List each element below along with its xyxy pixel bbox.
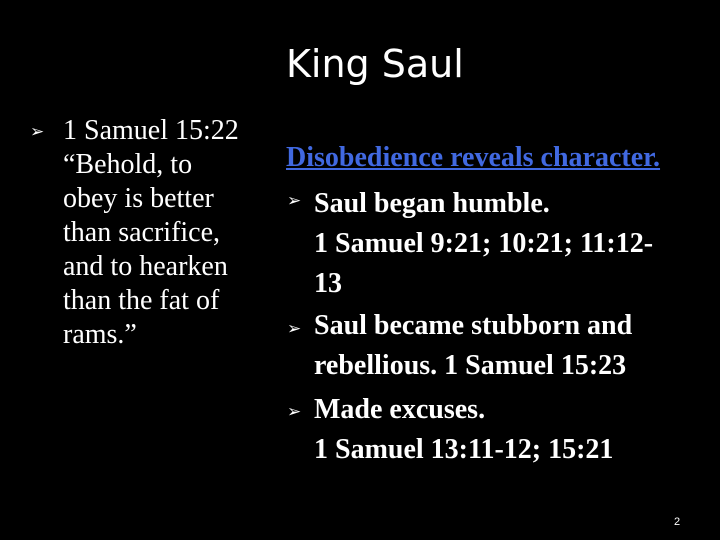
right-item-line: Saul began humble. (314, 188, 550, 219)
right-item (314, 390, 714, 470)
left-line: obey is better (63, 183, 214, 214)
left-line: rams.” (63, 319, 137, 350)
right-item-line: 1 Samuel 9:21; 10:21; 11:12- (314, 228, 654, 259)
left-line: and to hearken (63, 251, 228, 282)
slide-title: King Saul (286, 42, 464, 86)
left-line: 1 Samuel 15:22 (63, 115, 239, 146)
left-line: than the fat of (63, 285, 220, 316)
right-item (314, 306, 714, 386)
right-item (314, 184, 714, 304)
left-line: than sacrifice, (63, 217, 221, 248)
bullet-icon: ➢ (30, 122, 45, 142)
right-item-line: 13 (314, 268, 342, 299)
bullet-icon: ➢ (287, 402, 302, 422)
left-line: “Behold, to (63, 149, 193, 180)
right-item-line: 1 Samuel 13:11-12; 15:21 (314, 434, 614, 465)
bullet-icon: ➢ (287, 191, 302, 211)
right-item-line: Saul became stubborn and (314, 310, 633, 341)
right-heading: Disobedience reveals character. (286, 142, 661, 173)
page-number: 2 (674, 516, 681, 528)
left-quote-block (63, 114, 273, 352)
right-item-line: rebellious. 1 Samuel 15:23 (314, 350, 627, 381)
bullet-icon: ➢ (287, 319, 302, 339)
right-item-line: Made excuses. (314, 394, 486, 425)
